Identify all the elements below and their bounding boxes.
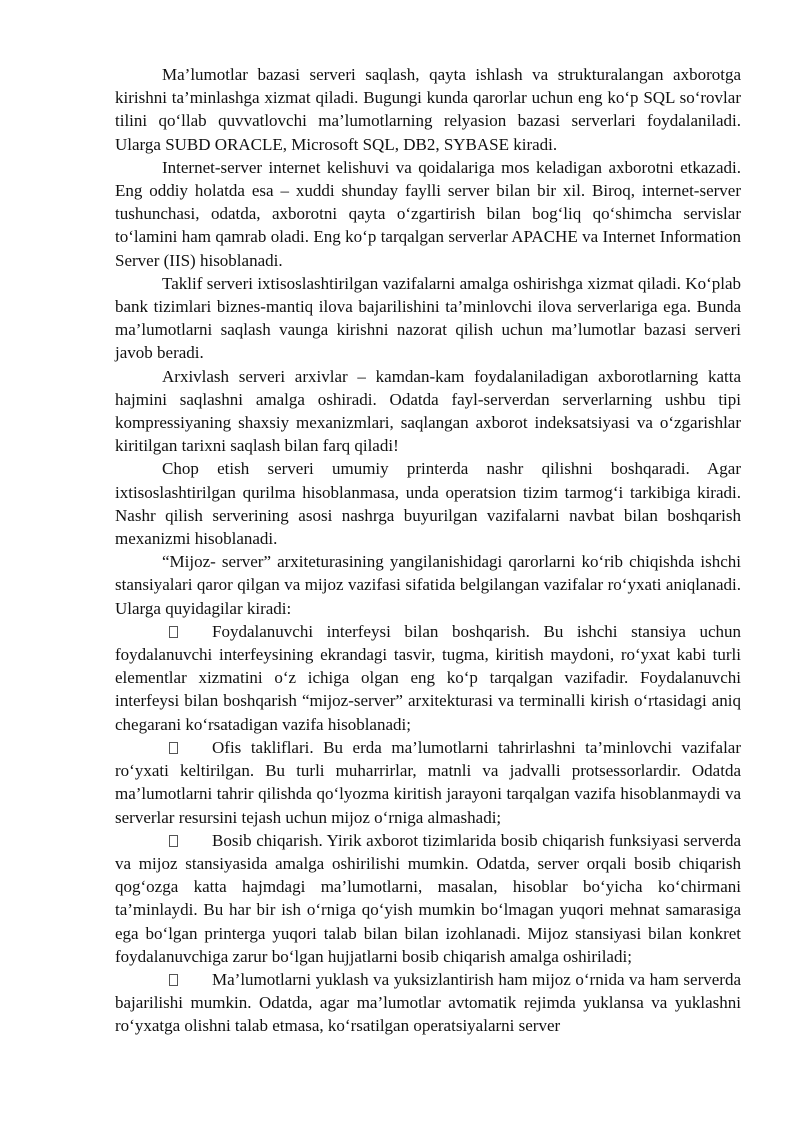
paragraph-application-server — [115, 272, 741, 365]
list-item — [115, 829, 741, 968]
list-item-text: Bosib chiqarish. Yirik axborot tizimlarida bosib chiqarish funksiyasi serverda va mijoz stansiyasida amalga oshirilishi mumkin. Odatda, server orqali bosib chiqarish qog‘ozga katta hajmdagi ma’lumotlarni, masalan, hisoblar bo‘yicha ko‘chirmani ta’minlaydi. Bu har bir ish o‘rniga qo‘yish mumkin bo‘lmagan yuqori mehnat samarasiga ega bo‘lgan printerga yuqori talab bilan bilan izohlanadi. Mijoz stansiyasi bilan konkret foydalanuvchiga zarur bo‘lgan hujjatlarni bosib chiqarish amalga oshiriladi; — [115, 830, 741, 966]
list-item — [115, 620, 741, 736]
paragraph-client-server — [115, 550, 741, 620]
paragraph-text: Arxivlash serveri arxivlar – kamdan-kam foydalaniladigan axborotlarning katta hajmini saqlashni amalga oshiradi. Odatda fayl-serverdan serverlarning ushbu tipi kompressiyaning shaxsiy mexanizmlari, saqlangan axborot indeksatsiyasi va o‘zgarishlar kiritilgan tarixni saqlash bilan farq qiladi! — [115, 366, 741, 456]
list-item-text: Ma’lumotlarni yuklash va yuksizlantirish ham mijoz o‘rnida va ham serverda bajarilishi mumkin. Odatda, agar ma’lumotlar avtomatik rejimda yuklansa va yuklashni ro‘yxatga olishni talab etmasa, ko‘rsatilgan operatsiyalarni server — [115, 969, 741, 1036]
paragraph-text: Taklif serveri ixtisoslashtirilgan vazifalarni amalga oshirishga xizmat qiladi. Ko‘plab bank tizimlari biznes-mantiq ilova bajarilishini ta’minlovchi ilova serverlariga ega. Bunda ma’lumotlarni saqlash vaunga kirishni nazorat qilish uchun ma’lumotlar bazasi serveri javob beradi. — [115, 273, 741, 363]
list-item-text: Ofis takliflari. Bu erda ma’lumotlarni tahrirlashni ta’minlovchi vazifalar ro‘yxati keltirilgan. Bu turli muharrirlar, matnli va jadvalli protsessorlardir. Odatda ma’lumotlarni tahrir qilishda qo‘lyozma kiritish jarayoni tarqalgan vazifa hisoblanmaydi va serverlar resursini tejash uchun mijoz o‘rniga almashadi; — [115, 737, 741, 827]
bullet-box-icon — [169, 974, 178, 986]
paragraph-text: Chop etish serveri umumiy printerda nashr qilishni boshqaradi. Agar ixtisoslashtirilgan qurilma hisoblanmasa, unda operatsion tizim tarmog‘i tarkibiga kiradi. Nashr qilish serverining asosi nashrga buyurilgan vazifalarni navbat bilan boshqarish mexanizmi hisoblanadi. — [115, 459, 741, 549]
paragraph-database-server — [115, 63, 741, 156]
bullet-box-icon — [169, 835, 178, 847]
paragraph-print-server — [115, 457, 741, 550]
paragraph-text: Internet-server internet kelishuvi va qoidalariga mos keladigan axborotni etkazadi. Eng oddiy holatda esa – xuddi shunday faylli server bilan bir xil. Biroq, internet-server tushunchasi, odatda, axborotni qayta o‘zgartirish bilan bog‘liq qo‘shimcha servislar to‘lamini ham qamrab oladi. Eng ko‘p tarqalgan serverlar APACHE va Internet Information Server (IIS) hisoblanadi. — [115, 157, 741, 270]
document-page — [115, 63, 741, 1038]
paragraph-archive-server — [115, 365, 741, 458]
bullet-box-icon — [169, 626, 178, 638]
list-item — [115, 968, 741, 1038]
bullet-box-icon — [169, 742, 178, 754]
paragraph-text: “Mijoz- server” arxiteturasining yangilanishidagi qarorlarni ko‘rib chiqishda ishchi stansiyalari qaror qilgan va mijoz vazifasi sifatida belgilangan vazifalar ro‘yxati aniqlanadi. Ularga quyidagilar kiradi: — [115, 552, 741, 618]
paragraph-text: Ma’lumotlar bazasi serveri saqlash, qayta ishlash va strukturalangan axborotga kirishni ta’minlashga xizmat qiladi. Bugungi kunda qarorlar uchun eng ko‘p SQL so‘rovlar tilini qo‘llab quvvatlovchi ma’lumotlarning relyasion bazasi serverlari foydalaniladi. Ularga SUBD ORACLE, Microsoft SQL, DB2, SYBASE kiradi. — [115, 65, 741, 154]
paragraph-internet-server — [115, 156, 741, 272]
list-item-text: Foydalanuvchi interfeysi bilan boshqarish. Bu ishchi stansiya uchun foydalanuvchi interfeysining ekrandagi tasvir, tugma, kiritish maydoni, ro‘yxat kabi turli elementlar xizmatini o‘z ichiga olgan eng ko‘p tarqalgan vazifadir. Foydalanuvchi interfeysi bilan boshqarish “mijoz-server” arxitekturasi va terminalli kirish o‘rtasidagi aniq chegarani ko‘rsatadigan vazifa hisoblanadi; — [115, 621, 741, 734]
list-item — [115, 736, 741, 829]
